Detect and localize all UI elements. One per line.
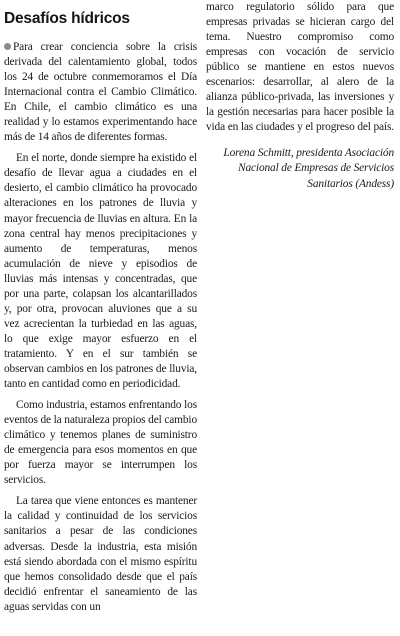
article-paragraph-1 (4, 40, 197, 145)
article-paragraph-2: En el norte, donde siempre ha existido el desafío de llevar agua a ciudades en el desierto, el cambio climático ha provocado alteraciones en los patrones de lluvia y mayor frecuencia de lluvias en altura. En la zona central hay menos precipitaciones y aumento de temperaturas, menos acumulación de nieve y episodios de lluvias más intensas y concentradas, que por una parte, colapsan los alcantarillados y, por otra, provocan aluviones que a su vez acrecientan la turbiedad en las aguas, lo que exige mayor esfuerzo en el tratamiento. Y en el sur también se observan cambios en los patrones de lluvia, tanto en cantidad como en periodicidad. (4, 152, 197, 391)
author-signature: Lorena Schmitt, presidenta Asociación Nacional de Empresas de Servicios Sanitarios (Andess) (223, 147, 394, 190)
right-column (206, 0, 394, 192)
article-continuation: marco regulatorio sólido para que empresas privadas se hicieran cargo del tema. Nuestro compromiso como empresas con vocación de servicio público se mantiene en estos nuevos escenarios: desarrollar, al alero de la alianza público-privada, las inversiones y la gestión necesarias para hacer posible la vida en las ciudades y el progreso del país. (206, 1, 394, 134)
left-column (4, 0, 197, 615)
article-paragraph-3: Como industria, estamos enfrentando los eventos de la naturaleza propios del cambio climático y tenemos planes de suministro de emergencia para esos momentos en que por fuerza mayor se interrumpen los servicios. (4, 399, 197, 487)
article-paragraph-4: La tarea que viene entonces es mantener la calidad y continuidad de los servicios sanitarios a pesar de las condiciones adversas. Desde la industria, esta misión está siendo abordada con el mismo espíritu que hemos consolidado desde que el país decidió enfrentar el saneamiento de las aguas servidas con un (4, 495, 197, 613)
bullet-icon (4, 43, 11, 50)
paragraph-1-text: Para crear conciencia sobre la crisis derivada del calentamiento global, todos los 24 de octubre conmemoramos el Día Internacional contra el Cambio Climático. En Chile, el cambio climático es una realidad y lo estamos experimentando hace más de 14 años de diferentes formas. (4, 41, 197, 144)
article-headline: Desafíos hídricos (4, 10, 130, 27)
